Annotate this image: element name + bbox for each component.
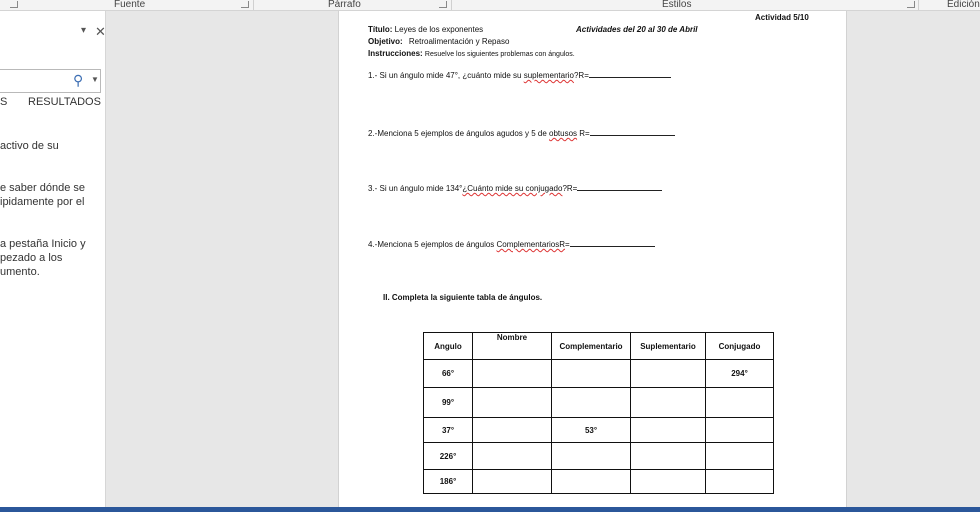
table-cell[interactable]: 99° <box>424 388 473 418</box>
activity-label: Actividad 5/10 <box>755 13 809 22</box>
question-4: 4.-Menciona 5 ejemplos de ángulos ComplementariosR= <box>368 238 655 249</box>
table-cell[interactable] <box>473 443 552 470</box>
tab-results[interactable]: RESULTADOS <box>28 96 101 108</box>
table-cell[interactable] <box>706 418 774 443</box>
table-cell[interactable] <box>631 360 706 388</box>
ribbon-group-styles: Estilos <box>662 0 692 10</box>
table-cell[interactable] <box>473 360 552 388</box>
answer-blank[interactable] <box>570 238 655 247</box>
section-title: II. Completa la siguiente tabla de ángulos. <box>383 293 543 302</box>
table-cell[interactable] <box>552 360 631 388</box>
table-header-cell: Nombre <box>473 333 552 360</box>
document-body[interactable] <box>339 11 846 507</box>
table-cell[interactable] <box>706 470 774 494</box>
table-cell[interactable]: 53° <box>552 418 631 443</box>
table-cell[interactable] <box>706 388 774 418</box>
navigation-pane <box>0 11 106 507</box>
table-header-cell: Complementario <box>552 333 631 360</box>
table-cell[interactable] <box>631 443 706 470</box>
table-cell[interactable]: 226° <box>424 443 473 470</box>
objective-line <box>368 37 509 46</box>
question-2: 2.-Menciona 5 ejemplos de ángulos agudos y 5 de obtusos R= <box>368 127 675 138</box>
search-dropdown-icon[interactable]: ▼ <box>91 75 99 84</box>
help-text-line: ipidamente por el <box>0 196 85 208</box>
title-label: Título: <box>368 25 393 34</box>
table-cell[interactable] <box>552 443 631 470</box>
search-input[interactable] <box>0 69 101 93</box>
spelling-flag[interactable]: ComplementariosR <box>496 240 565 249</box>
table-header-row <box>424 333 774 360</box>
ribbon-group-font: Fuente <box>114 0 146 10</box>
help-text-line: e saber dónde se <box>0 182 86 194</box>
ribbon-group-editing: Edición <box>947 0 980 10</box>
table-row <box>424 470 774 494</box>
table-cell[interactable] <box>706 443 774 470</box>
table-cell[interactable] <box>473 418 552 443</box>
objective-value: Retroalimentación y Repaso <box>408 37 510 46</box>
table-cell[interactable] <box>631 388 706 418</box>
instructions-line <box>368 49 575 58</box>
table-cell[interactable] <box>473 388 552 418</box>
font-dialog-launcher-icon[interactable] <box>10 1 18 8</box>
help-text-line: pezado a los <box>0 252 63 264</box>
answer-blank[interactable] <box>577 182 662 191</box>
table-row <box>424 388 774 418</box>
angles-table <box>423 332 774 494</box>
ribbon-group-labels <box>0 0 980 11</box>
table-cell[interactable]: 294° <box>706 360 774 388</box>
spelling-flag[interactable]: obtusos <box>549 129 578 138</box>
question-3: 3.- Si un ángulo mide 134°¿Cuánto mide su conjugado?R= <box>368 182 662 193</box>
table-header-cell: Suplementario <box>631 333 706 360</box>
close-icon[interactable]: ✕ <box>95 24 106 39</box>
table-cell[interactable] <box>552 470 631 494</box>
table-row <box>424 360 774 388</box>
spelling-flag[interactable]: suplementario <box>523 71 574 80</box>
table-cell[interactable] <box>473 470 552 494</box>
table-cell[interactable]: 186° <box>424 470 473 494</box>
status-bar <box>0 507 980 512</box>
ribbon-separator <box>253 0 254 10</box>
font-dialog-launcher-icon[interactable] <box>241 1 249 8</box>
instructions-label: Instrucciones: <box>368 49 423 58</box>
ribbon-group-paragraph: Párrafo <box>328 0 361 10</box>
table-row <box>424 443 774 470</box>
help-text-line: a pestaña Inicio y <box>0 238 86 250</box>
answer-blank[interactable] <box>590 127 675 136</box>
table-cell[interactable] <box>552 388 631 418</box>
table-cell[interactable]: 66° <box>424 360 473 388</box>
help-text-line: activo de su <box>0 140 59 152</box>
ribbon-separator <box>451 0 452 10</box>
search-icon[interactable]: ⚲ <box>73 72 84 88</box>
table-cell[interactable] <box>631 418 706 443</box>
activity-dates: Actividades del 20 al 30 de Abril <box>576 25 698 34</box>
table-cell[interactable]: 37° <box>424 418 473 443</box>
pane-options-dropdown-icon[interactable]: ▾ <box>81 25 87 36</box>
table-cell[interactable] <box>631 470 706 494</box>
ribbon-separator <box>918 0 919 10</box>
tab-pages[interactable]: S <box>0 96 8 108</box>
styles-dialog-launcher-icon[interactable] <box>907 1 915 8</box>
paragraph-dialog-launcher-icon[interactable] <box>439 1 447 8</box>
document-page[interactable] <box>338 11 847 507</box>
title-value: Leyes de los exponentes <box>394 25 484 34</box>
table-header-cell: Conjugado <box>706 333 774 360</box>
table-header-cell: Angulo <box>424 333 473 360</box>
objective-label: Objetivo: <box>368 37 403 46</box>
title-line <box>368 25 483 34</box>
question-1: 1.- Si un ángulo mide 47°, ¿cuánto mide su suplementario?R= <box>368 69 671 80</box>
instructions-value: Resuelve los siguientes problemas con ángulos. <box>424 51 575 58</box>
table-row <box>424 418 774 443</box>
answer-blank[interactable] <box>589 69 671 78</box>
help-text-line: umento. <box>0 266 40 278</box>
spelling-flag[interactable]: ¿Cuánto mide su conjugado <box>462 184 563 193</box>
